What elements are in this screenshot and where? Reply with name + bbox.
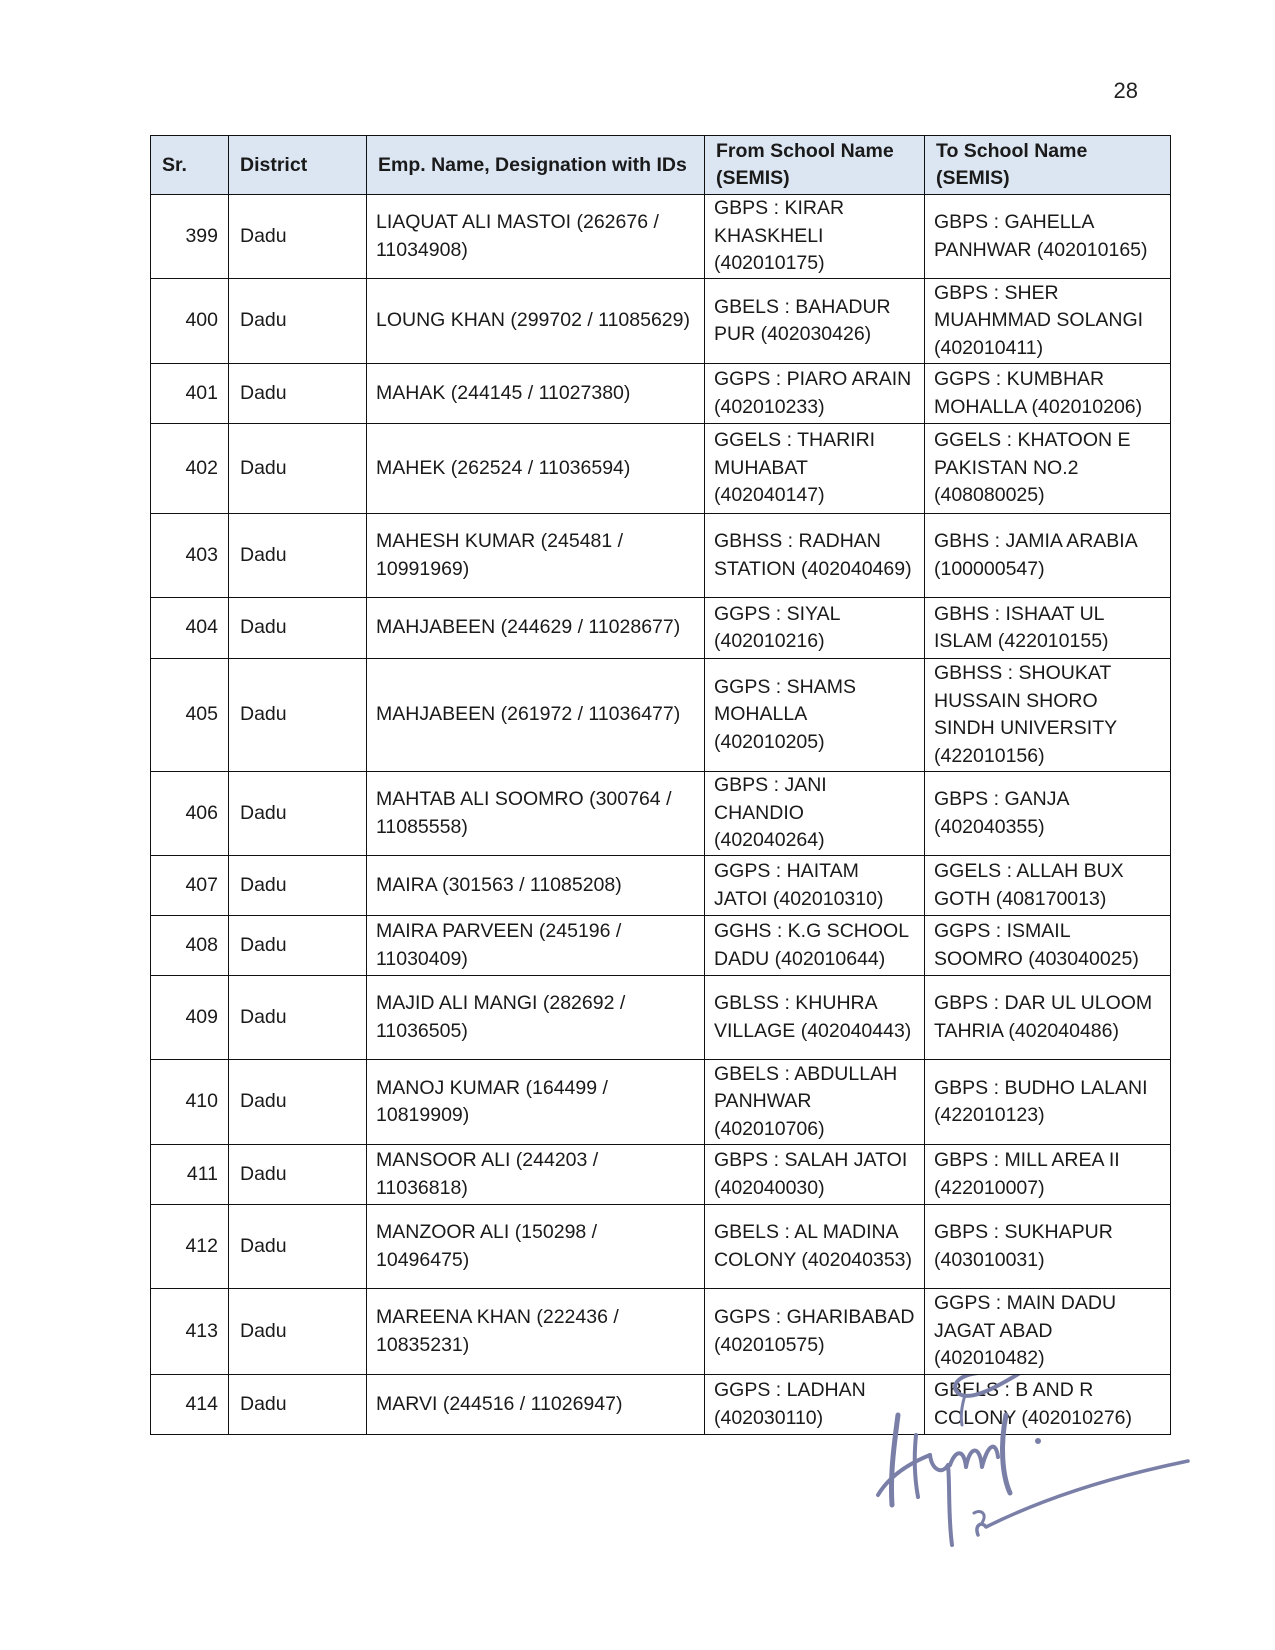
signature-stroke-2	[878, 1455, 930, 1495]
page-number: 28	[1113, 78, 1138, 103]
cell-to-school: GBPS : BUDHO LALANI (422010123)	[925, 1060, 1171, 1145]
cell-from-school: GGELS : THARIRI MUHABAT (402040147)	[705, 424, 925, 514]
cell-to-school: GGELS : ALLAH BUX GOTH (408170013)	[925, 856, 1171, 916]
cell-from-school: GBLSS : KHUHRA VILLAGE (402040443)	[705, 976, 925, 1060]
cell-district: Dadu	[229, 659, 367, 772]
cell-to-school: GBPS : GANJA (402040355)	[925, 772, 1171, 856]
cell-employee: MAHJABEEN (244629 / 11028677)	[367, 598, 705, 659]
header-to-school: To School Name (SEMIS)	[925, 136, 1171, 195]
cell-district: Dadu	[229, 976, 367, 1060]
table-row	[151, 1060, 1171, 1145]
cell-from-school: GBHSS : RADHAN STATION (402040469)	[705, 514, 925, 598]
table-row	[151, 916, 1171, 976]
cell-from-school: GBPS : KIRAR KHASKHELI (402010175)	[705, 195, 925, 279]
table-row	[151, 1145, 1171, 1205]
cell-district: Dadu	[229, 772, 367, 856]
signature-squiggle	[974, 1511, 984, 1523]
signature-dot	[1035, 1438, 1041, 1444]
table-row	[151, 279, 1171, 364]
cell-from-school: GBELS : BAHADUR PUR (402030426)	[705, 279, 925, 364]
table-row	[151, 659, 1171, 772]
header-row	[151, 136, 1171, 195]
cell-from-school: GGPS : SIYAL (402010216)	[705, 598, 925, 659]
table-header	[151, 136, 1171, 195]
transfer-table	[150, 135, 1171, 1435]
cell-district: Dadu	[229, 1205, 367, 1289]
cell-district: Dadu	[229, 598, 367, 659]
cell-employee: MAHTAB ALI SOOMRO (300764 / 11085558)	[367, 772, 705, 856]
cell-from-school: GGPS : HAITAM JATOI (402010310)	[705, 856, 925, 916]
cell-employee: MARVI (244516 / 11026947)	[367, 1375, 705, 1435]
cell-sr: 403	[151, 514, 229, 598]
cell-sr: 412	[151, 1205, 229, 1289]
cell-to-school: GGELS : KHATOON E PAKISTAN NO.2 (408080025)	[925, 424, 1171, 514]
cell-employee: MAREENA KHAN (222436 / 10835231)	[367, 1289, 705, 1375]
cell-sr: 399	[151, 195, 229, 279]
header-sr: Sr.	[151, 136, 229, 195]
cell-to-school: GBHS : ISHAAT UL ISLAM (422010155)	[925, 598, 1171, 659]
signature-stroke-4	[930, 1455, 952, 1545]
cell-to-school: GGPS : ISMAIL SOOMRO (403040025)	[925, 916, 1171, 976]
cell-employee: MAHEK (262524 / 11036594)	[367, 424, 705, 514]
cell-district: Dadu	[229, 279, 367, 364]
cell-employee: MANSOOR ALI (244203 / 11036818)	[367, 1145, 705, 1205]
signature-stroke-5	[950, 1447, 998, 1467]
cell-employee: MAHJABEEN (261972 / 11036477)	[367, 659, 705, 772]
cell-to-school: GBPS : SUKHAPUR (403010031)	[925, 1205, 1171, 1289]
cell-sr: 404	[151, 598, 229, 659]
cell-to-school: GBPS : SHER MUAHMMAD SOLANGI (402010411)	[925, 279, 1171, 364]
table-row	[151, 1205, 1171, 1289]
cell-from-school: GGPS : PIARO ARAIN (402010233)	[705, 364, 925, 424]
cell-to-school: GBPS : DAR UL ULOOM TAHRIA (402040486)	[925, 976, 1171, 1060]
cell-district: Dadu	[229, 1289, 367, 1375]
cell-district: Dadu	[229, 364, 367, 424]
cell-district: Dadu	[229, 916, 367, 976]
table-row	[151, 1289, 1171, 1375]
cell-sr: 405	[151, 659, 229, 772]
table-row	[151, 976, 1171, 1060]
cell-to-school: GBHS : JAMIA ARABIA (100000547)	[925, 514, 1171, 598]
cell-sr: 401	[151, 364, 229, 424]
table-row	[151, 424, 1171, 514]
table-row	[151, 1375, 1171, 1435]
cell-to-school: GBPS : GAHELLA PANHWAR (402010165)	[925, 195, 1171, 279]
cell-sr: 407	[151, 856, 229, 916]
cell-sr: 400	[151, 279, 229, 364]
cell-from-school: GGHS : K.G SCHOOL DADU (402010644)	[705, 916, 925, 976]
cell-from-school: GBELS : ABDULLAH PANHWAR (402010706)	[705, 1060, 925, 1145]
header-from-school: From School Name (SEMIS)	[705, 136, 925, 195]
cell-employee: MANZOOR ALI (150298 / 10496475)	[367, 1205, 705, 1289]
cell-sr: 413	[151, 1289, 229, 1375]
cell-to-school: GBHSS : SHOUKAT HUSSAIN SHORO SINDH UNIVERSITY (422010156)	[925, 659, 1171, 772]
cell-employee: LIAQUAT ALI MASTOI (262676 / 11034908)	[367, 195, 705, 279]
cell-employee: MAIRA PARVEEN (245196 / 11030409)	[367, 916, 705, 976]
table-row	[151, 364, 1171, 424]
table-row	[151, 195, 1171, 279]
cell-employee: MAIRA (301563 / 11085208)	[367, 856, 705, 916]
cell-to-school: GGPS : KUMBHAR MOHALLA (402010206)	[925, 364, 1171, 424]
cell-district: Dadu	[229, 1145, 367, 1205]
cell-sr: 402	[151, 424, 229, 514]
cell-employee: MAHAK (244145 / 11027380)	[367, 364, 705, 424]
cell-from-school: GGPS : LADHAN (402030110)	[705, 1375, 925, 1435]
table-row	[151, 772, 1171, 856]
cell-sr: 410	[151, 1060, 229, 1145]
table-body	[151, 195, 1171, 1435]
header-employee: Emp. Name, Designation with IDs	[367, 136, 705, 195]
cell-employee: MANOJ KUMAR (164499 / 10819909)	[367, 1060, 705, 1145]
cell-sr: 406	[151, 772, 229, 856]
cell-district: Dadu	[229, 1060, 367, 1145]
signature-stroke-3	[915, 1435, 918, 1497]
cell-from-school: GGPS : GHARIBABAD (402010575)	[705, 1289, 925, 1375]
cell-from-school: GBPS : JANI CHANDIO (402040264)	[705, 772, 925, 856]
cell-employee: MAJID ALI MANGI (282692 / 11036505)	[367, 976, 705, 1060]
cell-sr: 414	[151, 1375, 229, 1435]
header-district: District	[229, 136, 367, 195]
table-row	[151, 514, 1171, 598]
cell-district: Dadu	[229, 424, 367, 514]
cell-sr: 408	[151, 916, 229, 976]
cell-district: Dadu	[229, 195, 367, 279]
signature-tail	[977, 1461, 1188, 1535]
cell-to-school: GBPS : MILL AREA II (422010007)	[925, 1145, 1171, 1205]
cell-district: Dadu	[229, 1375, 367, 1435]
cell-from-school: GBPS : SALAH JATOI (402040030)	[705, 1145, 925, 1205]
cell-sr: 409	[151, 976, 229, 1060]
cell-employee: LOUNG KHAN (299702 / 11085629)	[367, 279, 705, 364]
cell-district: Dadu	[229, 514, 367, 598]
cell-to-school: GBELS : B AND R COLONY (402010276)	[925, 1375, 1171, 1435]
cell-from-school: GBELS : AL MADINA COLONY (402040353)	[705, 1205, 925, 1289]
cell-to-school: GGPS : MAIN DADU JAGAT ABAD (402010482)	[925, 1289, 1171, 1375]
cell-employee: MAHESH KUMAR (245481 / 10991969)	[367, 514, 705, 598]
cell-from-school: GGPS : SHAMS MOHALLA (402010205)	[705, 659, 925, 772]
table-row	[151, 598, 1171, 659]
cell-sr: 411	[151, 1145, 229, 1205]
table-row	[151, 856, 1171, 916]
cell-district: Dadu	[229, 856, 367, 916]
